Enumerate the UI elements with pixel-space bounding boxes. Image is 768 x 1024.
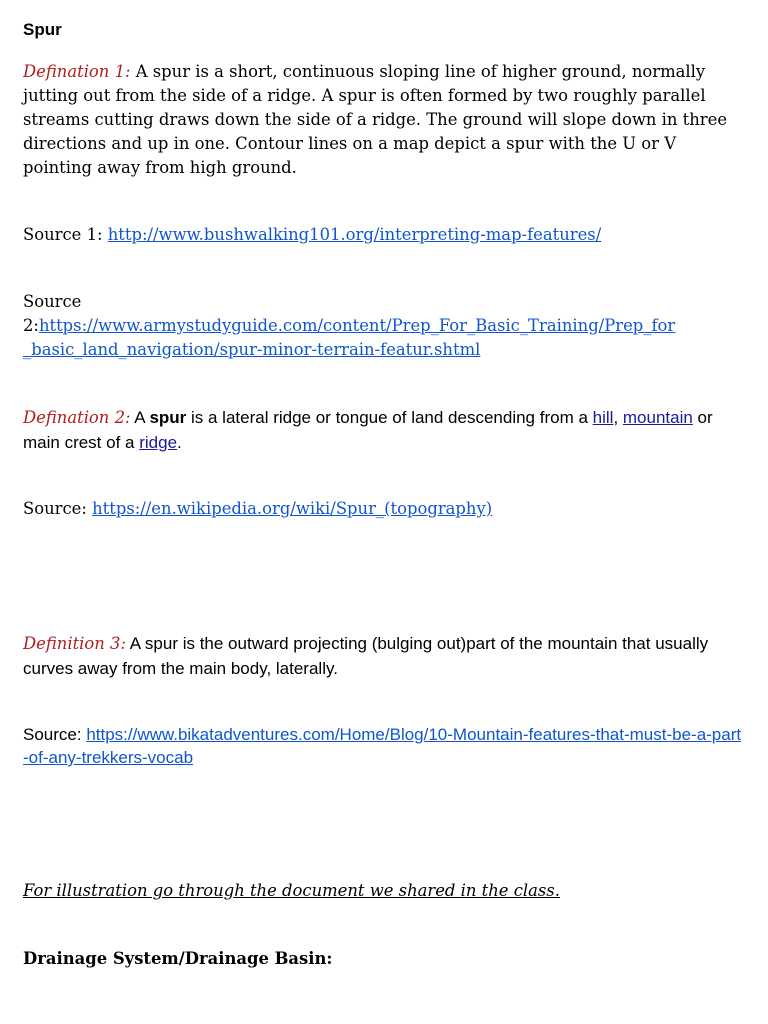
source-wikipedia	[23, 497, 745, 521]
source-2-link-part1[interactable]: https://www.armystudyguide.com/content/Prep_For_Basic_Training/Prep_for	[38, 316, 676, 335]
definition-2-bold-term: spur	[149, 408, 187, 427]
illustration-note: For illustration go through the document we shared in the class.	[23, 881, 560, 900]
definition-2-label: Defination 2:	[23, 408, 131, 427]
source-2-link-part2[interactable]: _basic_land_navigation/spur-minor-terrain-featur.shtml	[23, 340, 481, 359]
definition-2-text-e: .	[177, 433, 182, 452]
definition-1-label: Defination 1:	[23, 62, 131, 81]
definition-3	[23, 632, 745, 682]
hill-link[interactable]: hill	[592, 408, 614, 427]
source-2	[23, 290, 745, 362]
definition-2-text-b: is a lateral ridge or tongue of land descending from a	[186, 408, 593, 427]
definition-2-text-c: ,	[613, 408, 623, 427]
definition-1	[23, 60, 745, 180]
page-title: Spur	[23, 20, 62, 39]
source-2-prefix-line1: Source	[23, 292, 82, 311]
definition-2-text-a: A	[130, 408, 150, 427]
source-2-prefix-line2: 2:	[23, 316, 39, 335]
source-2-line3	[23, 338, 745, 362]
source-1-prefix: Source 1:	[23, 225, 108, 244]
source-1-link[interactable]: http://www.bushwalking101.org/interpreting-map-features/	[107, 225, 602, 244]
drainage-heading: Drainage System/Drainage Basin:	[23, 949, 333, 968]
mountain-link[interactable]: mountain	[622, 408, 693, 427]
source-2-line2	[23, 314, 745, 338]
definition-2-text-d: or main crest of a	[23, 408, 713, 452]
source-bikat-link[interactable]: https://www.bikatadventures.com/Home/Blog/10-Mountain-features-that-must-be-a-part-of-any-trekkers-vocab	[23, 725, 742, 767]
definition-3-text: A spur is the outward projecting (bulging out)part of the mountain that usually curves away from the main body, laterally.	[23, 634, 709, 678]
source-wikipedia-prefix: Source:	[23, 499, 93, 518]
definition-2	[23, 406, 745, 456]
source-1	[23, 223, 745, 247]
source-wikipedia-link[interactable]: https://en.wikipedia.org/wiki/Spur_(topography)	[92, 499, 493, 518]
source-bikat-prefix: Source:	[23, 725, 87, 744]
source-bikat	[23, 723, 745, 769]
ridge-link[interactable]: ridge	[139, 433, 178, 452]
definition-3-label: Definition 3:	[23, 634, 126, 653]
definition-1-text: A spur is a short, continuous sloping line of higher ground, normally jutting out from the side of a ridge. A spur is often formed by two roughly parallel streams cutting draws down the side of a ridge. The ground will slope down in three directions and up in one. Contour lines on a map depict a spur with the U or V pointing away from high ground.	[23, 62, 728, 177]
